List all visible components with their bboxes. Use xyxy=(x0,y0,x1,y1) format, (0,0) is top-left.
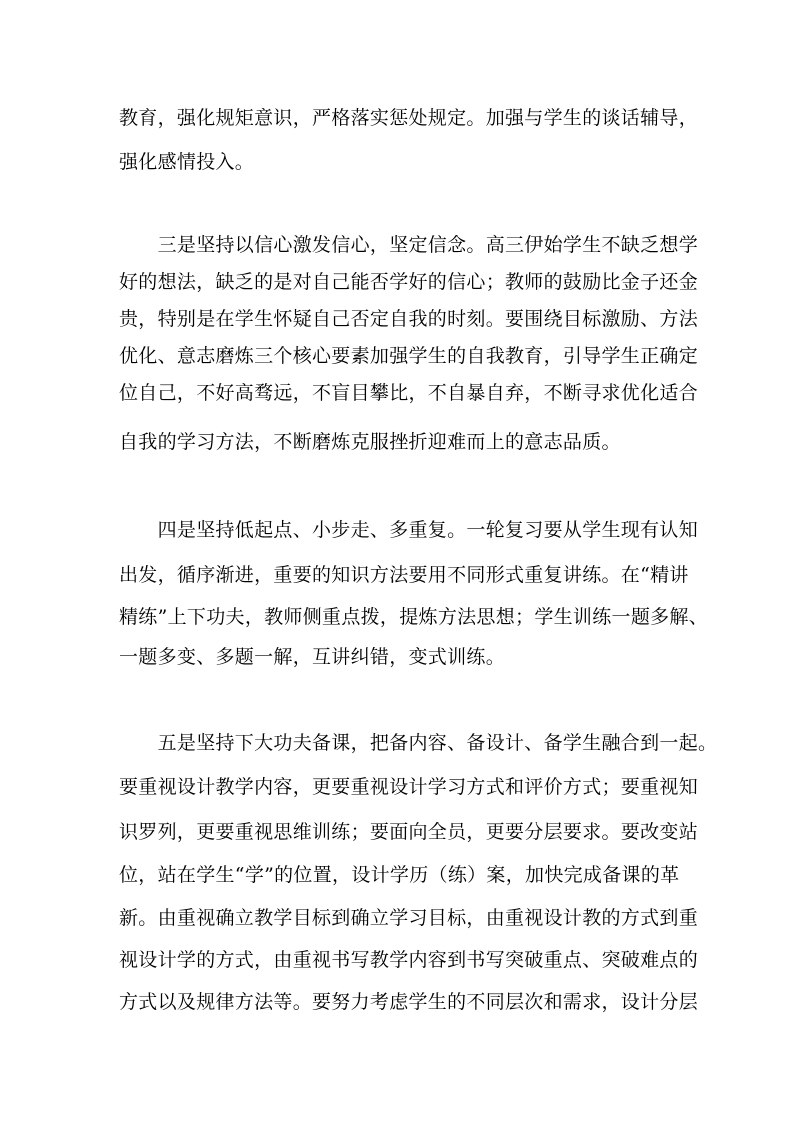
text-line: 位，站在学生“学”的位置，设计学历（练）案，加快完成备课的革 xyxy=(119,864,680,886)
text-line: 自我的学习方法，不断磨炼克服挫折迎难而上的意志品质。 xyxy=(119,431,621,453)
text-line: 出发，循序渐进，重要的知识方法要用不同形式重复讲练。在“精讲 xyxy=(119,564,689,586)
text-line: 精练”上下功夫，教师侧重点拨，提炼方法思想；学生训练一题多解、 xyxy=(119,606,709,628)
text-line: 一题多变、多题一解，互讲纠错，变式训练。 xyxy=(119,646,506,668)
text-line: 教育，强化规矩意识，严格落实惩处规定。加强与学生的谈话辅导， xyxy=(119,107,699,129)
text-line: 好的想法，缺乏的是对自己能否学好的信心；教师的鼓励比金子还金 xyxy=(119,271,699,293)
text-line: 优化、意志磨炼三个核心要素加强学生的自我教育，引导学生正确定 xyxy=(119,345,699,367)
text-line: 新。由重视确立教学目标到确立学习目标，由重视设计教的方式到重 xyxy=(119,907,699,929)
text-line: 识罗列，更要重视思维训练；要面向全员，更要分层要求。要改变站 xyxy=(119,821,699,843)
text-line: 贵，特别是在学生怀疑自己否定自我的时刻。要围绕目标激励、方法 xyxy=(119,308,699,330)
text-line: 三是坚持以信心激发信心，坚定信念。高三伊始学生不缺乏想学 xyxy=(119,234,699,256)
text-line: 方式以及规律方法等。要努力考虑学生的不同层次和需求，设计分层 xyxy=(119,991,699,1013)
text-line: 强化感情投入。 xyxy=(119,151,255,173)
text-line: 四是坚持低起点、小步走、多重复。一轮复习要从学生现有认知 xyxy=(119,519,699,541)
text-line: 五是坚持下大功夫备课，把备内容、备设计、备学生融合到一起。 xyxy=(119,732,718,754)
text-line: 视设计学的方式，由重视书写教学内容到书写突破重点、突破难点的 xyxy=(119,949,699,971)
text-line: 要重视设计教学内容，更要重视设计学习方式和评价方式；要重视知 xyxy=(119,776,699,798)
text-line: 位自己，不好高骛远，不盲目攀比，不自暴自弃，不断寻求优化适合 xyxy=(119,382,699,404)
